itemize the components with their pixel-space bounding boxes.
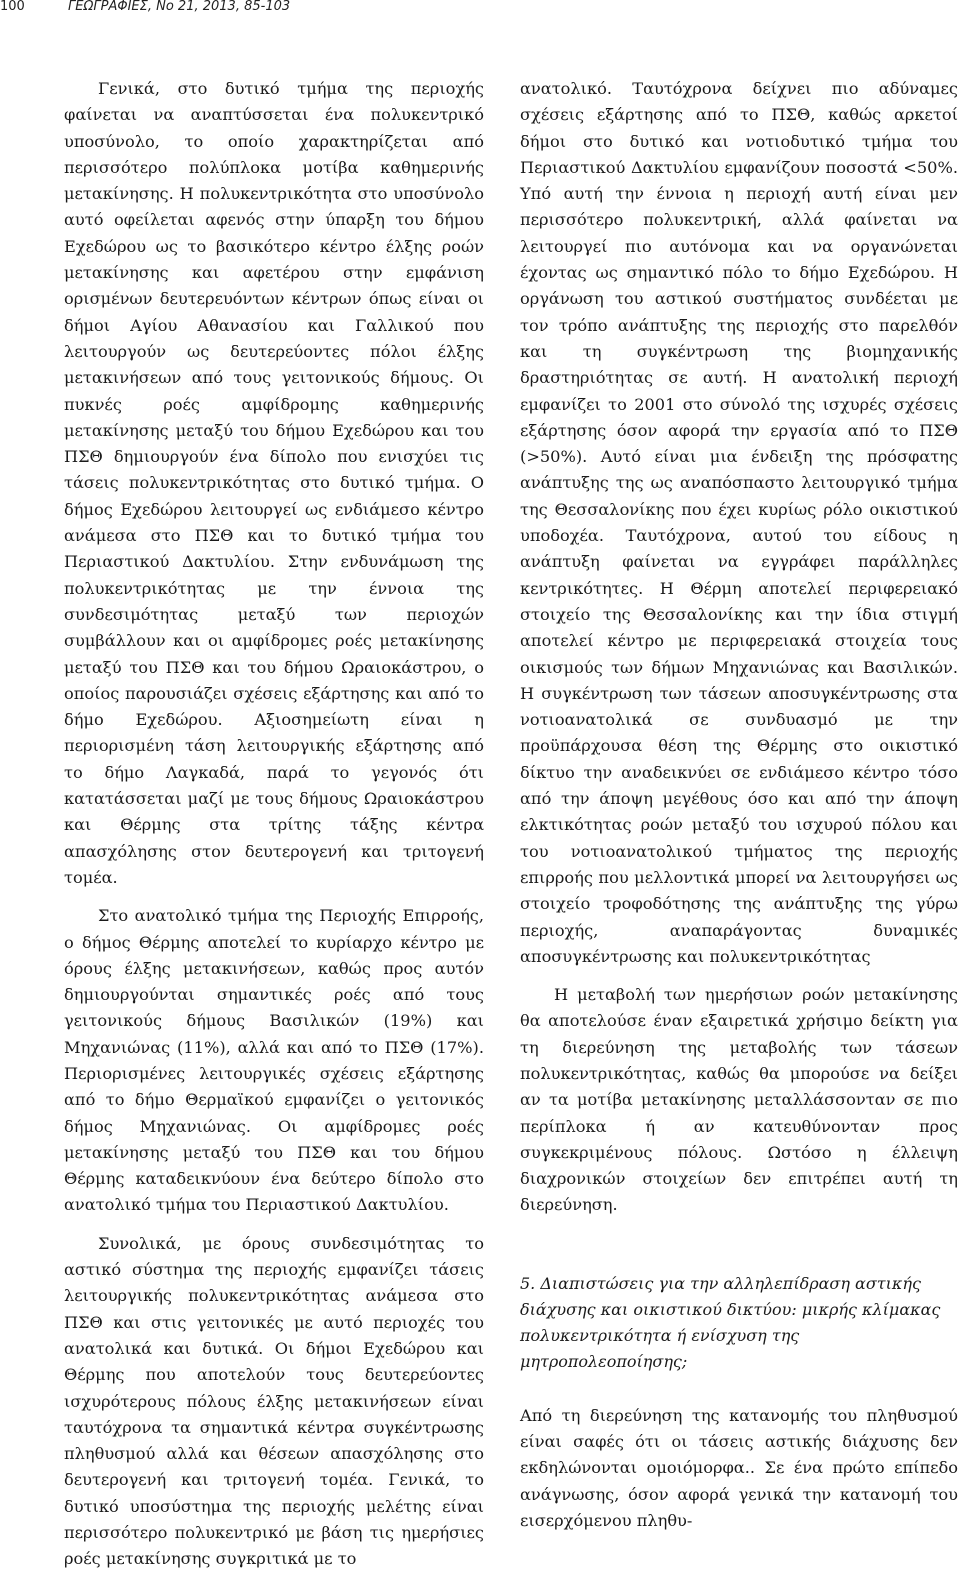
paragraph: Στο ανατολικό τμήμα της Περιοχής Επιρροής, ο δήμος Θέρμης αποτελεί το κυρίαρχο κέντρο με όρους έλξης μετακινήσεων, καθώς προς αυτόν δημιουργούνται σημαντικές ροές από τους γειτονικούς δήμους Βασιλικών (19%) και Μηχανιώνας (11%), αλλά και από το ΠΣΘ (17%). Περιορισμένες λειτουργικές σχέσεις εξάρτησης από το δήμο Θερμαϊκού εμφανίζει ο γειτονικός δήμος Μηχανιώνας. Οι αμφίδρομες ροές μετακίνησης μεταξύ του ΠΣΘ και του δήμου Θέρμης καταδεικνύουν ένα δεύτερο δίπολο στο ανατολικό τμήμα του Περιαστικού Δακτυλίου. [64, 906, 484, 1215]
paragraph: Γενικά, στο δυτικό τμήμα της περιοχής φαίνεται να αναπτύσσεται ένα πολυκεντρικό υποσύνολο, το οποίο χαρακτηρίζεται από περισσότερο πολύπλοκα μοτίβα καθημερινής μετακίνησης. Η πολυκεντρικότητα στο υποσύνολο αυτό οφείλεται αφενός στην ύπαρξη του δήμου Εχεδώρου ως το βασικότερο κέντρο έλξης ροών μετακίνησης και αφετέρου στην εμφάνιση ορισμένων δευτερευόντων κέντρων όπως είναι οι δήμοι Αγίου Αθανασίου και Γαλλικού που λειτουργούν ως δευτερεύοντες πόλοι έλξης μετακινήσεων από τους γειτονικούς δήμους. Οι πυκνές ροές αμφίδρομης καθημερινής μετακίνησης μεταξύ του δήμου Εχεδώρου και του ΠΣΘ δημιουργούν ένα δίπολο που ενισχύει τις τάσεις πολυκεντρικότητας στο δυτικό τμήμα. Ο δήμος Εχεδώρου λειτουργεί ως ενδιάμεσο κέντρο ανάμεσα στο ΠΣΘ και το δυτικό τμήμα του Περιαστικού Δακτυλίου. Στην ενδυνάμωση της πολυκεντρικότητας με την έννοια της συνδεσιμότητας μεταξύ των περιοχών συμβάλλουν και οι αμφίδρομες ροές μετακίνησης μεταξύ του ΠΣΘ και του δήμου Ωραιοκάστρου, ο οποίος παρουσιάζει σχέσεις εξάρτησης και από το δήμο Εχεδώρου. Αξιοσημείωτη είναι η περιορισμένη τάση λειτουργικής εξάρτησης από το δήμο Λαγκαδά, παρά το γεγονός ότι κατατάσσεται μαζί με τους δήμους Ωραιοκάστρου και Θέρμης στα τρίτης τάξης κέντρα απασχόλησης στον δευτερογενή και τριτογενή τομέα. [64, 79, 484, 887]
paragraph: Η μεταβολή των ημερήσιων ροών μετακίνησης θα αποτελούσε έναν εξαιρετικά χρήσιμο δείκτη για τη διερεύνηση της μεταβολής των τάσεων πολυκεντρικότητας, καθώς θα μπορούσε να δείξει αν τα μοτίβα μετακίνησης μεταλλάσσονταν σε πιο περίπλοκα ή αν κατευθύνονταν προς συγκεκριμένους πόλους. Ωστόσο η έλλειψη διαχρονικών στοιχείων δεν επιτρέπει αυτή τη διερεύνηση. [520, 985, 958, 1215]
journal-citation: ΓΕΩΓΡΑΦΙΕΣ, Νο 21, 2013, 85-103 [68, 0, 291, 14]
paragraph: Από τη διερεύνηση της κατανομής του πληθυσμού είναι σαφές ότι οι τάσεις αστικής διάχυσης δεν εκδηλώνονται ομοιόμορφα.. Σε ένα πρώτο επίπεδο ανάγνωσης, όσον αφορά γενικά την κατανομή του εισερχόμενου πληθυ- [520, 1405, 958, 1530]
page-number: 100 [0, 0, 25, 14]
paragraph: Συνολικά, με όρους συνδεσιμότητας το αστικό σύστημα της περιοχής εμφανίζει τάσεις λειτουργικής πολυκεντρικότητας ανάμεσα στο ΠΣΘ και στις γειτονικές με αυτό περιοχές του ανατολικά και δυτικά. Οι δήμοι Εχεδώρου και Θέρμης που αποτελούν τους δευτερεύοντες ισχυρότερους πόλους έλξης μετακινήσεων είναι ταυτόχρονα τα σημαντικά κέντρα συγκέντρωσης πληθυσμού αλλά και θέσεων απασχόλησης στο δευτερογενή και τριτογενή τομέα. Γενικά, το δυτικό υποσύστημα της περιοχής μελέτης είναι περισσότερο πολυκεντρικό με βάση τις ημερήσιες ροές μετακίνησης συγκριτικά με το [64, 1233, 484, 1569]
right-column [520, 76, 958, 1546]
section-heading: 5. Διαπιστώσεις για την αλληλεπίδραση αστικής διάχυσης και οικιστικού δικτύου: μικρής κλίμακας πολυκεντρικότητα ή ενίσχυση της μητροπολεοποίησης; [520, 1273, 941, 1371]
left-column [64, 76, 484, 1585]
page-header [0, 0, 960, 22]
paragraph: ανατολικό. Ταυτόχρονα δείχνει πιο αδύναμες σχέσεις εξάρτησης από το ΠΣΘ, καθώς αρκετοί δήμοι στο δυτικό και νοτιοδυτικό τμήμα του Περιαστικού Δακτυλίου εμφανίζουν ποσοστά <50%. Υπό αυτή την έννοια η περιοχή αυτή είναι μεν περισσότερο πολυκεντρική, αλλά φαίνεται να λειτουργεί πιο αυτόνομα και να οργανώνεται έχοντας ως σημαντικό πόλο το δήμο Εχεδώρου. Η οργάνωση του αστικού συστήματος συνδέεται με τον τρόπο ανάπτυξης της περιοχής στο παρελθόν και τη συγκέντρωση της βιομηχανικής δραστηριότητας σε αυτή. Η ανατολική περιοχή εμφανίζει το 2001 στο σύνολό της ισχυρές σχέσεις εξάρτησης όσον αφορά την εργασία από το ΠΣΘ (>50%). Αυτό είναι μια ένδειξη της πρόσφατης ανάπτυξης της ως αναπόσπαστο λειτουργικό τμήμα της Θεσσαλονίκης που έχει κυρίως ρόλο οικιστικού υποδοχέα. Ταυτόχρονα, αυτού του είδους η ανάπτυξη φαίνεται να εγγράφει παράλληλες κεντρικότητες. Η Θέρμη αποτελεί περιφερειακό στοιχείο της Θεσσαλονίκης και την ίδια στιγμή αποτελεί κέντρο με περιφερειακά στοιχεία τους οικισμούς των δήμων Μηχανιώνας και Βασιλικών. Η συγκέντρωση των τάσεων αποσυγκέντρωσης στα νοτιοανατολικά σε συνδυασμό με την προϋπάρχουσα θέση της Θέρμης στο οικιστικό δίκτυο την αναδεικνύει σε ενδιάμεσο κέντρο τόσο από την άποψη μεγέθους όσο και από την άποψη ελκτικότητας ροών μεταξύ του ισχυρού πόλου και του νοτιοανατολικού τμήματος της περιοχής επιρροής που μελλοντικά μπορεί να λειτουργήσει ως στοιχείο τροφοδότησης της ανάπτυξης της γύρω περιοχής, αναπαράγοντας δυναμικές αποσυγκέντρωσης και πολυκεντρικότητας [520, 79, 958, 966]
